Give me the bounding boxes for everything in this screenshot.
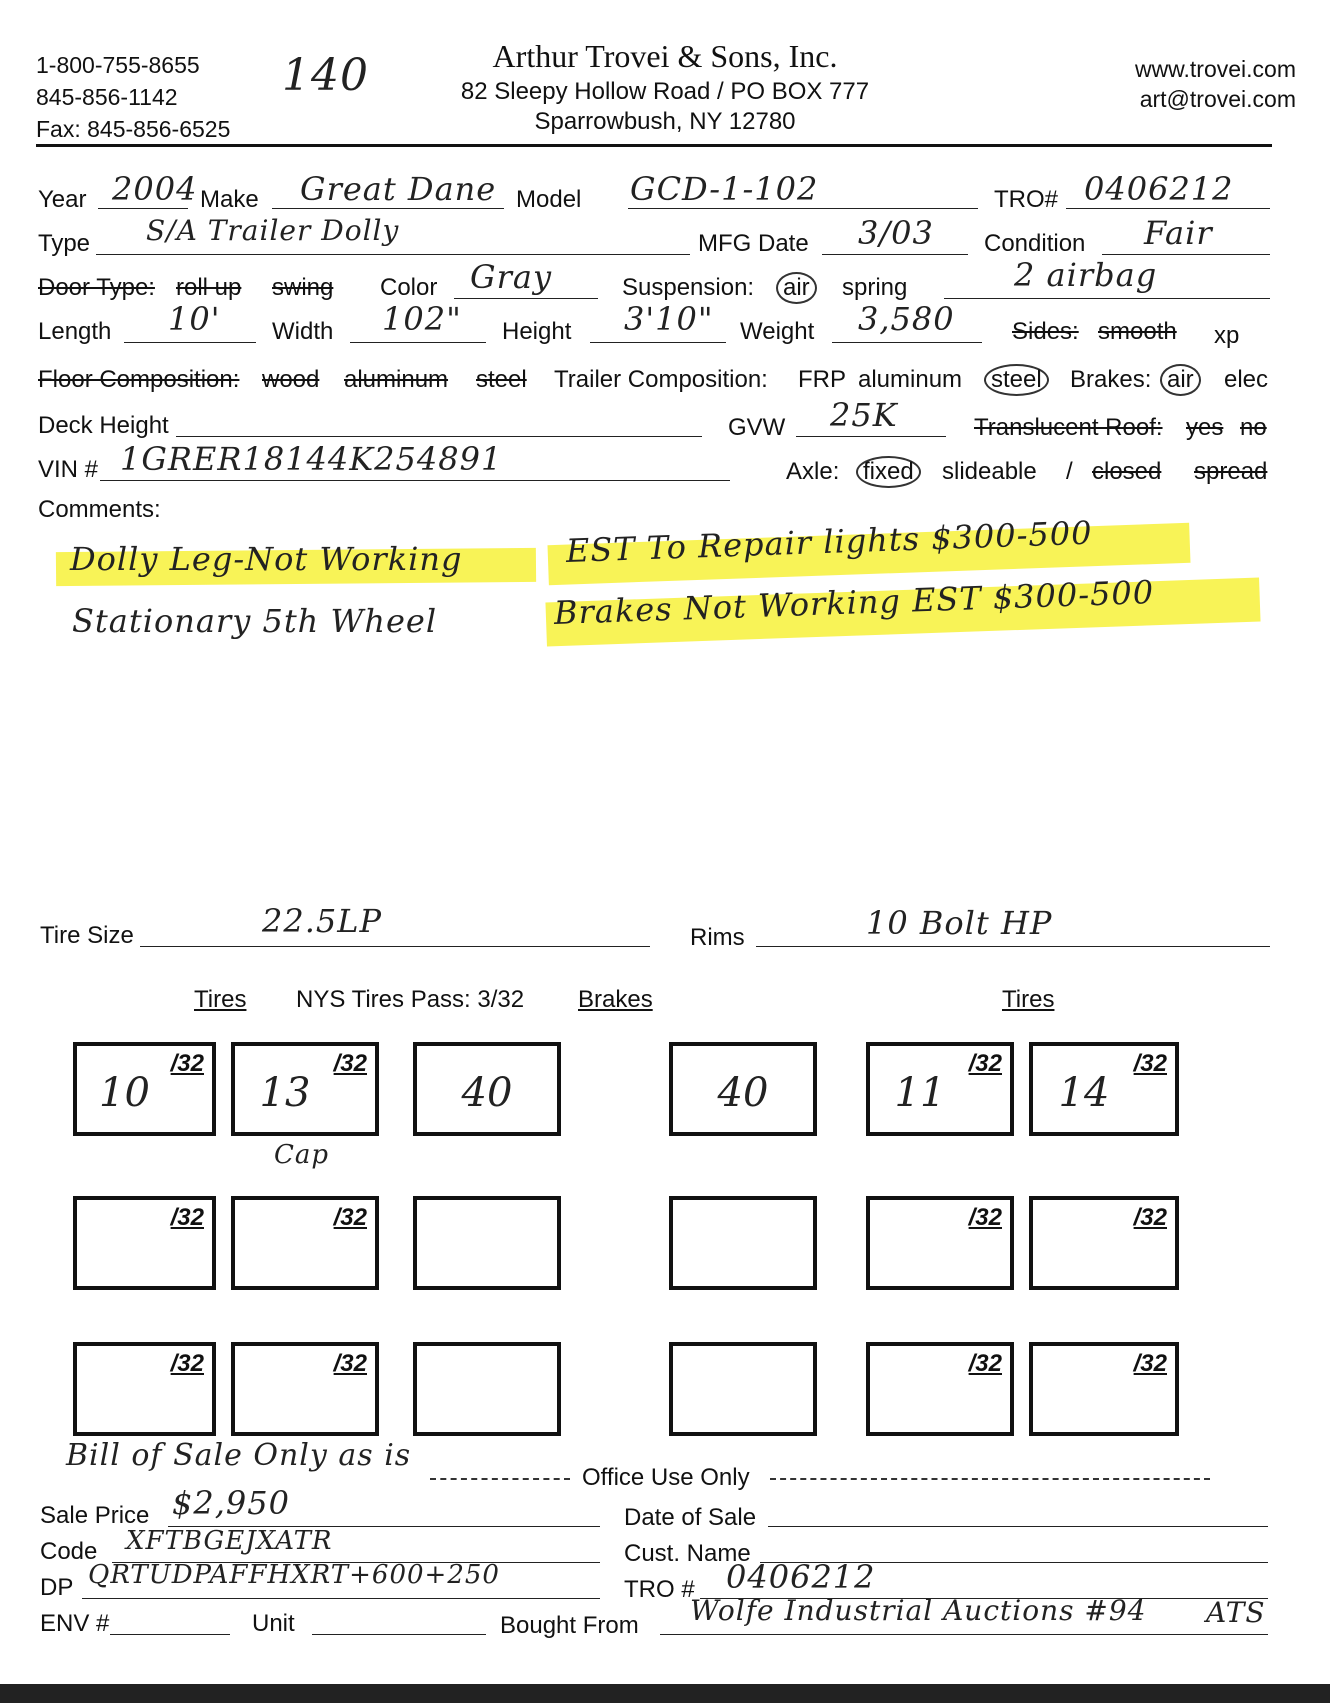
phone-tollfree: 1-800-755-8655	[36, 52, 200, 78]
width-line	[350, 342, 486, 343]
year-line	[98, 208, 188, 209]
tire-box-r2-c6[interactable]: /32	[1029, 1196, 1179, 1290]
handwritten-number: 140	[282, 50, 369, 101]
weight-label: Weight	[740, 318, 815, 345]
axle-option-fixed[interactable]: fixed	[856, 456, 921, 488]
tire-box-r3-c1[interactable]: /32	[73, 1342, 216, 1436]
bought-from-label: Bought From	[500, 1612, 639, 1639]
company-address-line1: 82 Sleepy Hollow Road / PO BOX 777	[460, 78, 870, 105]
comment-line1-right[interactable]: EST To Repair lights $300-500	[565, 513, 1094, 570]
year-label: Year	[38, 186, 87, 213]
code-label: Code	[40, 1538, 98, 1565]
bought-from-value[interactable]: Wolfe Industrial Auctions #94	[690, 1594, 1147, 1627]
sides-option-xp[interactable]: xp	[1214, 322, 1240, 349]
rims-label: Rims	[690, 924, 745, 951]
model-value[interactable]: GCD-1-102	[630, 170, 819, 208]
floor-option-aluminum[interactable]: aluminum	[344, 366, 449, 393]
make-value[interactable]: Great Dane	[300, 170, 497, 208]
tire-box-r3-c5[interactable]: /32	[866, 1342, 1014, 1436]
type-value[interactable]: S/A Trailer Dolly	[146, 214, 400, 247]
axle-separator: /	[1066, 458, 1073, 485]
width-value[interactable]: 102"	[382, 300, 462, 338]
translucent-roof-label: Translucent Roof:	[974, 414, 1163, 441]
sale-price-label: Sale Price	[40, 1502, 150, 1529]
mfg-date-line	[822, 254, 968, 255]
bought-from-line	[660, 1634, 1268, 1635]
tire-box-r2-c2[interactable]: /32	[231, 1196, 379, 1290]
cust-name-label: Cust. Name	[624, 1540, 751, 1567]
make-line	[272, 208, 504, 209]
buyer-initials: ATS	[1206, 1596, 1266, 1629]
axle-option-spread[interactable]: spread	[1194, 458, 1268, 485]
door-option-rollup[interactable]: roll up	[176, 274, 242, 301]
company-address-line2: Sparrowbush, NY 12780	[534, 108, 796, 135]
color-line	[454, 298, 598, 299]
tires-header-left: Tires	[194, 986, 247, 1013]
brakes-option-elec[interactable]: elec	[1224, 366, 1269, 393]
nys-tires-pass: NYS Tires Pass: 3/32	[296, 986, 525, 1013]
brake-box-r3-c4[interactable]	[669, 1342, 817, 1436]
tire-box-r1-c6[interactable]: /32 14	[1029, 1042, 1179, 1136]
axle-option-closed[interactable]: closed	[1092, 458, 1162, 485]
office-tro-label: TRO #	[624, 1576, 695, 1603]
color-label: Color	[380, 274, 438, 301]
length-label: Length	[38, 318, 112, 345]
condition-line	[1102, 254, 1270, 255]
axle-option-slideable[interactable]: slideable	[942, 458, 1037, 485]
length-value[interactable]: 10'	[168, 300, 221, 338]
brake-box-r1-c3[interactable]: 40	[413, 1042, 561, 1136]
comment-line2-right[interactable]: Brakes Not Working EST $300-500	[553, 573, 1155, 632]
condition-value[interactable]: Fair	[1144, 214, 1213, 252]
mfg-date-value[interactable]: 3/03	[858, 214, 934, 252]
suspension-label: Suspension:	[622, 274, 755, 301]
tire-box-r1-c5[interactable]: /32 11	[866, 1042, 1014, 1136]
sides-option-smooth[interactable]: smooth	[1098, 318, 1177, 345]
brake-box-r1-c4[interactable]: 40	[669, 1042, 817, 1136]
suspension-option-spring[interactable]: spring	[842, 274, 908, 301]
cap-note: Cap	[274, 1140, 330, 1170]
vin-value[interactable]: 1GRER18144K254891	[120, 440, 503, 478]
tire-size-line	[140, 946, 650, 947]
sale-price-value[interactable]: $2,950	[172, 1484, 290, 1522]
scan-bottom-edge	[0, 1684, 1330, 1703]
height-label: Height	[502, 318, 572, 345]
color-value[interactable]: Gray	[470, 258, 553, 296]
phone-local: 845-856-1142	[36, 84, 178, 110]
tro-value[interactable]: 0406212	[1084, 170, 1234, 208]
condition-label: Condition	[984, 230, 1086, 257]
brake-box-r2-c4[interactable]	[669, 1196, 817, 1290]
env-line	[110, 1634, 230, 1635]
floor-option-steel[interactable]: steel	[476, 366, 527, 393]
rims-value[interactable]: 10 Bolt HP	[866, 904, 1053, 942]
tire-box-r3-c2[interactable]: /32	[231, 1342, 379, 1436]
year-value[interactable]: 2004	[112, 170, 198, 208]
unit-label: Unit	[252, 1610, 295, 1637]
rims-line	[756, 946, 1270, 947]
brakes-header: Brakes	[578, 986, 653, 1013]
tire-box-r2-c1[interactable]: /32	[73, 1196, 216, 1290]
trailer-comp-option-aluminum[interactable]: aluminum	[858, 366, 963, 393]
model-label: Model	[516, 186, 582, 213]
length-line	[124, 342, 256, 343]
height-value[interactable]: 3'10"	[624, 300, 714, 338]
gvw-label: GVW	[728, 414, 786, 441]
company-website: www.trovei.com	[1134, 56, 1296, 82]
mfg-date-label: MFG Date	[698, 230, 809, 257]
type-label: Type	[38, 230, 91, 257]
width-label: Width	[272, 318, 334, 345]
office-use-only-label: Office Use Only	[582, 1464, 750, 1491]
tire-box-r1-c2[interactable]: /32 13	[231, 1042, 379, 1136]
office-tro-value[interactable]: 0406212	[726, 1558, 876, 1596]
unit-line	[312, 1634, 486, 1635]
gvw-line	[796, 436, 946, 437]
trailer-composition-label: Trailer Composition:	[554, 366, 768, 393]
axle-label: Axle:	[786, 458, 840, 485]
trailer-comp-option-steel[interactable]: steel	[984, 364, 1049, 396]
door-option-swing[interactable]: swing	[272, 274, 334, 301]
tire-size-label: Tire Size	[40, 922, 134, 949]
tro-line	[1066, 208, 1270, 209]
weight-line	[832, 342, 982, 343]
tro-label: TRO#	[994, 186, 1059, 213]
brake-box-r3-c3[interactable]	[413, 1342, 561, 1436]
roof-option-yes[interactable]: yes	[1186, 414, 1224, 441]
vin-label: VIN #	[38, 456, 99, 483]
tires-header-right: Tires	[1002, 986, 1055, 1013]
model-line	[628, 208, 978, 209]
roof-option-no[interactable]: no	[1240, 414, 1267, 441]
trailer-comp-option-frp[interactable]: FRP	[798, 366, 846, 393]
floor-option-wood[interactable]: wood	[262, 366, 320, 393]
suspension-option-air[interactable]: air	[776, 272, 817, 304]
brakes-label: Brakes:	[1070, 366, 1152, 393]
office-dash-right	[770, 1478, 1210, 1480]
brake-box-r2-c3[interactable]	[413, 1196, 561, 1290]
header-divider	[36, 144, 1272, 147]
sides-label: Sides:	[1012, 318, 1079, 345]
company-email: art@trovei.com	[1139, 86, 1296, 112]
env-label: ENV #	[40, 1610, 110, 1637]
dp-value[interactable]: QRTUDPAFFHXRT+600+250	[88, 1560, 500, 1590]
type-line	[96, 254, 690, 255]
dp-line	[82, 1598, 600, 1599]
floor-composition-label: Floor Composition:	[38, 366, 240, 393]
bill-of-sale-note: Bill of Sale Only as is	[66, 1438, 412, 1473]
height-line	[590, 342, 726, 343]
tire-box-r1-c1[interactable]: /32 10	[73, 1042, 216, 1136]
suspension-note-line	[944, 298, 1270, 299]
code-value[interactable]: XFTBGEJXATR	[126, 1526, 333, 1556]
comment-line1-left[interactable]: Dolly Leg-Not Working	[70, 540, 463, 578]
weight-value[interactable]: 3,580	[858, 300, 955, 338]
suspension-note[interactable]: 2 airbag	[1014, 256, 1158, 294]
deck-height-label: Deck Height	[38, 412, 169, 439]
comments-label: Comments:	[38, 496, 161, 523]
office-dash-left	[430, 1478, 570, 1480]
vin-line	[100, 480, 730, 481]
tire-size-value[interactable]: 22.5LP	[262, 902, 383, 940]
gvw-value[interactable]: 25K	[830, 396, 898, 434]
door-type-label: Door Type:	[38, 274, 155, 301]
company-name: Arthur Trovei & Sons, Inc.	[492, 38, 838, 74]
date-of-sale-label: Date of Sale	[624, 1504, 757, 1531]
make-label: Make	[200, 186, 259, 213]
brakes-option-air[interactable]: air	[1160, 364, 1201, 396]
date-of-sale-line	[768, 1526, 1268, 1527]
dp-label: DP	[40, 1574, 74, 1601]
tire-box-r2-c5[interactable]: /32	[866, 1196, 1014, 1290]
tire-box-r3-c6[interactable]: /32	[1029, 1342, 1179, 1436]
comment-line2-left[interactable]: Stationary 5th Wheel	[72, 602, 438, 640]
deck-height-line	[176, 436, 702, 437]
fax-number: Fax: 845-856-6525	[36, 116, 231, 142]
